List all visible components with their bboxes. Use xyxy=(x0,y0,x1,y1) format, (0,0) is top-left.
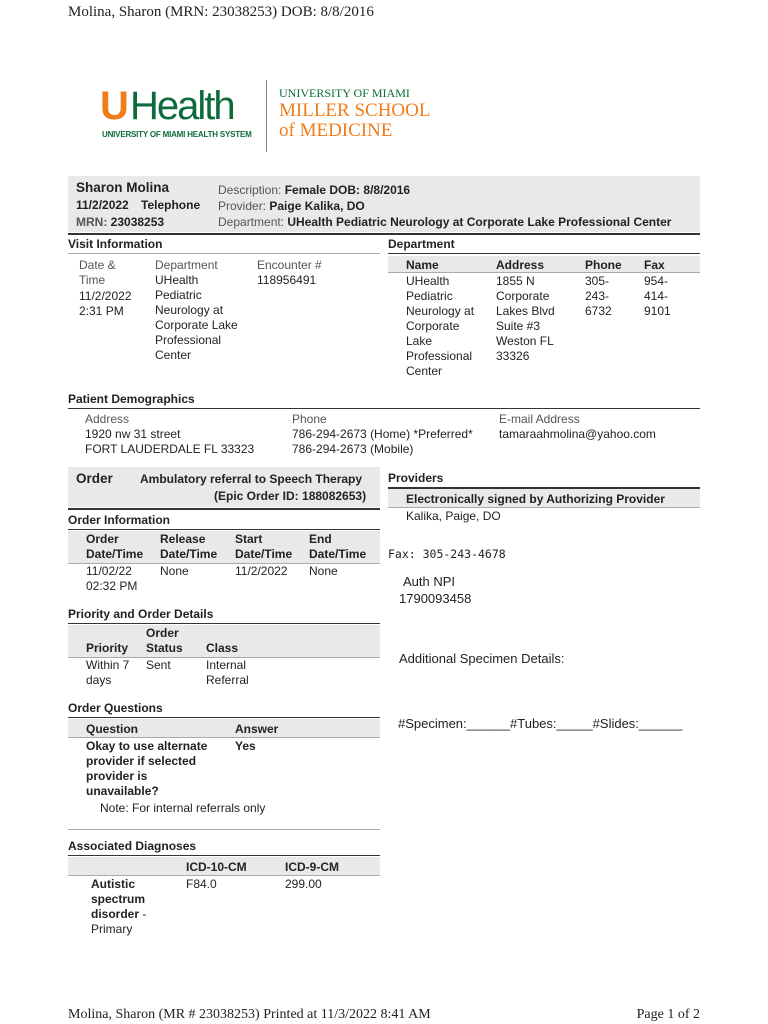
icd9-header: ICD-9-CM xyxy=(285,860,339,874)
department-title: Department xyxy=(388,237,455,251)
questions-title: Order Questions xyxy=(68,701,163,715)
demo-phone-header: Phone xyxy=(292,412,327,426)
description-label: Description: xyxy=(218,183,282,197)
answer-text: Yes xyxy=(235,739,256,753)
dept-fax: 954- 414- 9101 xyxy=(644,274,671,318)
header-patient-line: Molina, Sharon (MRN: 23038253) DOB: 8/8/2016 xyxy=(68,4,374,20)
question-note: Note: For internal referrals only xyxy=(100,801,266,815)
specimen-line: #Specimen:______#Tubes:_____#Slides:______ xyxy=(398,716,683,731)
footer-page-number: Page 1 of 2 xyxy=(636,1007,700,1022)
provider-label: Provider: xyxy=(218,199,267,213)
start-date-header: Start Date/Time xyxy=(235,532,293,561)
release-date: None xyxy=(160,564,189,578)
provider-value: Paige Kalika, DO xyxy=(269,199,365,213)
mrn-label: MRN: xyxy=(76,215,108,229)
signed-by-label: Electronically signed by Authorizing Provider xyxy=(406,492,665,506)
logo-divider xyxy=(266,80,267,152)
demo-email-header: E-mail Address xyxy=(499,412,580,426)
icd10-header: ICD-10-CM xyxy=(186,860,247,874)
diagnoses-title: Associated Diagnoses xyxy=(68,839,197,853)
dept-name-header: Name xyxy=(406,258,439,272)
visit-date: 11/2/2022 2:31 PM xyxy=(79,289,132,318)
release-date-header: Release Date/Time xyxy=(160,532,218,561)
order-description: Ambulatory referral to Speech Therapy xyxy=(140,472,363,486)
diagnosis-dash: - xyxy=(139,907,147,921)
dept-name: UHealth Pediatric Neurology at Corporate Lake Professional Center xyxy=(406,274,475,378)
provider-fax: Fax: 305-243-4678 xyxy=(388,547,506,561)
visit-info-title: Visit Information xyxy=(68,237,163,251)
order-label: Order xyxy=(76,471,113,486)
diagnosis-name: Autistic spectrum disorder xyxy=(91,877,146,921)
answer-header: Answer xyxy=(235,722,279,736)
footer-print-info: Molina, Sharon (MR # 23038253) Printed at 11/3/2022 8:41 AM xyxy=(68,1007,431,1022)
dept-address: 1855 N Corporate Lakes Blvd Suite #3 Weston FL 33326 xyxy=(496,274,555,363)
visit-dept-header: Department xyxy=(155,258,218,272)
provider-name: Kalika, Paige, DO xyxy=(406,509,501,523)
priority-title: Priority and Order Details xyxy=(68,607,214,621)
demo-address: 1920 nw 31 street FORT LAUDERDALE FL 33323 xyxy=(85,427,255,456)
demo-address-header: Address xyxy=(85,412,130,426)
status-header: Order Status xyxy=(146,626,183,655)
question-text: Okay to use alternate provider if selected provider is unavailable? xyxy=(86,739,208,798)
class-value: Internal Referral xyxy=(206,658,249,687)
order-date: 11/02/22 02:32 PM xyxy=(86,564,138,593)
description-value: Female DOB: 8/8/2016 xyxy=(284,183,411,197)
npi-label: Auth NPI xyxy=(403,574,456,589)
miller-school-logo: UNIVERSITY OF MIAMI MILLER SCHOOL of MEDICINE xyxy=(279,86,431,141)
specimen-title: Additional Specimen Details: xyxy=(399,651,565,666)
dept-phone-header: Phone xyxy=(585,258,622,272)
demo-email: tamaraahmolina@yahoo.com xyxy=(499,427,656,441)
end-date: None xyxy=(309,564,338,578)
status-value: Sent xyxy=(146,658,171,672)
end-date-header: End Date/Time xyxy=(309,532,367,561)
uhealth-logo: U Health UNIVERSITY OF MIAMI HEALTH SYSTEM xyxy=(100,84,252,139)
mrn-value: 23038253 xyxy=(110,215,165,229)
visit-dept: UHealth Pediatric Neurology at Corporate Lake Professional Center xyxy=(155,273,238,362)
demographics-title: Patient Demographics xyxy=(68,392,195,406)
priority-header: Priority xyxy=(86,641,129,655)
department-value: UHealth Pediatric Neurology at Corporate Lake Professional Center xyxy=(287,215,672,229)
class-header: Class xyxy=(206,641,239,655)
order-info-title: Order Information xyxy=(68,513,171,527)
encounter-type: Telephone xyxy=(141,198,201,212)
demo-phone: 786-294-2673 (Home) *Preferred* 786-294-2673 (Mobile) xyxy=(292,427,473,456)
dept-fax-header: Fax xyxy=(644,258,665,272)
order-date-header: Order Date/Time xyxy=(86,532,144,561)
dept-phone: 305- 243- 6732 xyxy=(585,274,612,318)
icd10-code: F84.0 xyxy=(186,877,217,891)
dept-address-header: Address xyxy=(496,258,545,272)
icd9-code: 299.00 xyxy=(285,877,322,891)
start-date: 11/2/2022 xyxy=(235,564,288,578)
epic-order-id: (Epic Order ID: 188082653) xyxy=(214,489,367,503)
priority-value: Within 7 days xyxy=(86,658,130,687)
diagnosis-cell xyxy=(91,877,146,937)
diagnosis-primary: Primary xyxy=(91,922,133,936)
providers-title: Providers xyxy=(388,471,444,485)
encounter-date: 11/2/2022 xyxy=(76,198,129,212)
npi-value: 1790093458 xyxy=(399,591,472,606)
visit-date-header: Date & Time xyxy=(79,258,116,287)
visit-enc: 118956491 xyxy=(257,273,317,287)
patient-name: Sharon Molina xyxy=(76,180,170,195)
question-header: Question xyxy=(86,722,139,736)
visit-enc-header: Encounter # xyxy=(257,258,322,272)
department-label: Department: xyxy=(218,215,285,229)
